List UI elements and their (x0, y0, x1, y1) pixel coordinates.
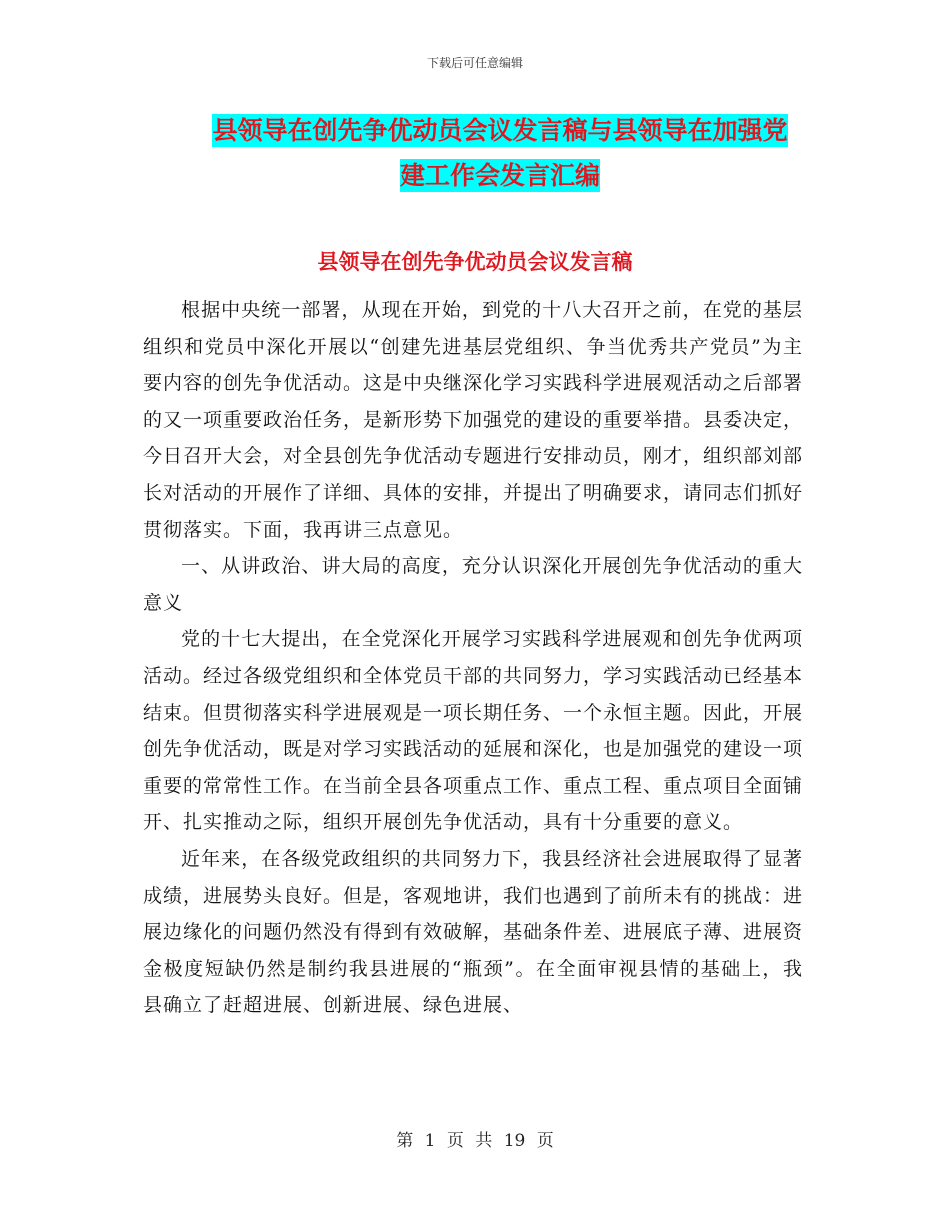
header-note: 下载后可任意编辑 (426, 56, 523, 70)
paragraph: 近年来，在各级党政组织的共同努力下，我县经济社会进展取得了显著成绩，进展势头良好。但是，客观地讲，我们也遇到了前所未有的挑战：进展边缘化的问题仍然没有得到有效破解，基础条件差、进展底子薄、进展资金极度短缺仍然是制约我县进展的“瓶颈”。在全面审视县情的基础上，我县确立了赶超进展、创新进展、绿色进展、 (143, 847, 804, 1017)
section-title: 县领导在创先争优动员会议发言稿 (317, 249, 633, 274)
paragraph: 根据中央统一部署，从现在开始，到党的十八大召开之前，在党的基层组织和党员中深化开展以“创建先进基层党组织、争当优秀共产党员”为主要内容的创先争优活动。这是中央继深化学习实践科学进展观活动之后部署的又一项重要政治任务，是新形势下加强党的建设的重要举措。县委决定，今日召开大会，对全县创先争优活动专题进行安排动员，刚才，组织部刘部长对活动的开展作了详细、具体的安排，并提出了明确要求，请同志们抓好贯彻落实。下面，我再讲三点意见。 (143, 299, 804, 541)
document-title-line-2: 建工作会发言汇编 (399, 161, 600, 190)
paragraph: 党的十七大提出，在全党深化开展学习实践科学进展观和创先争优两项活动。经过各级党组织和全体党员干部的共同努力，学习实践活动已经基本结束。但贯彻落实科学进展观是一项长期任务、一个永恒主题。因此，开展创先争优活动，既是对学习实践活动的延展和深化，也是加强党的建设一项重要的常常性工作。在当前全县各项重点工作、重点工程、重点项目全面铺开、扎实推动之际，组织开展创先争优活动，具有十分重要的意义。 (143, 628, 804, 834)
document-title-line-1: 县领导在创先争优动员会议发言稿与县领导在加强党 (212, 116, 788, 145)
document-body (143, 292, 803, 1024)
document-title (150, 108, 850, 198)
page-footer: 第 1 页 共 19 页 (396, 1131, 554, 1151)
paragraph: 一、从讲政治、讲大局的高度，充分认识深化开展创先争优活动的重大意义 (143, 555, 803, 614)
